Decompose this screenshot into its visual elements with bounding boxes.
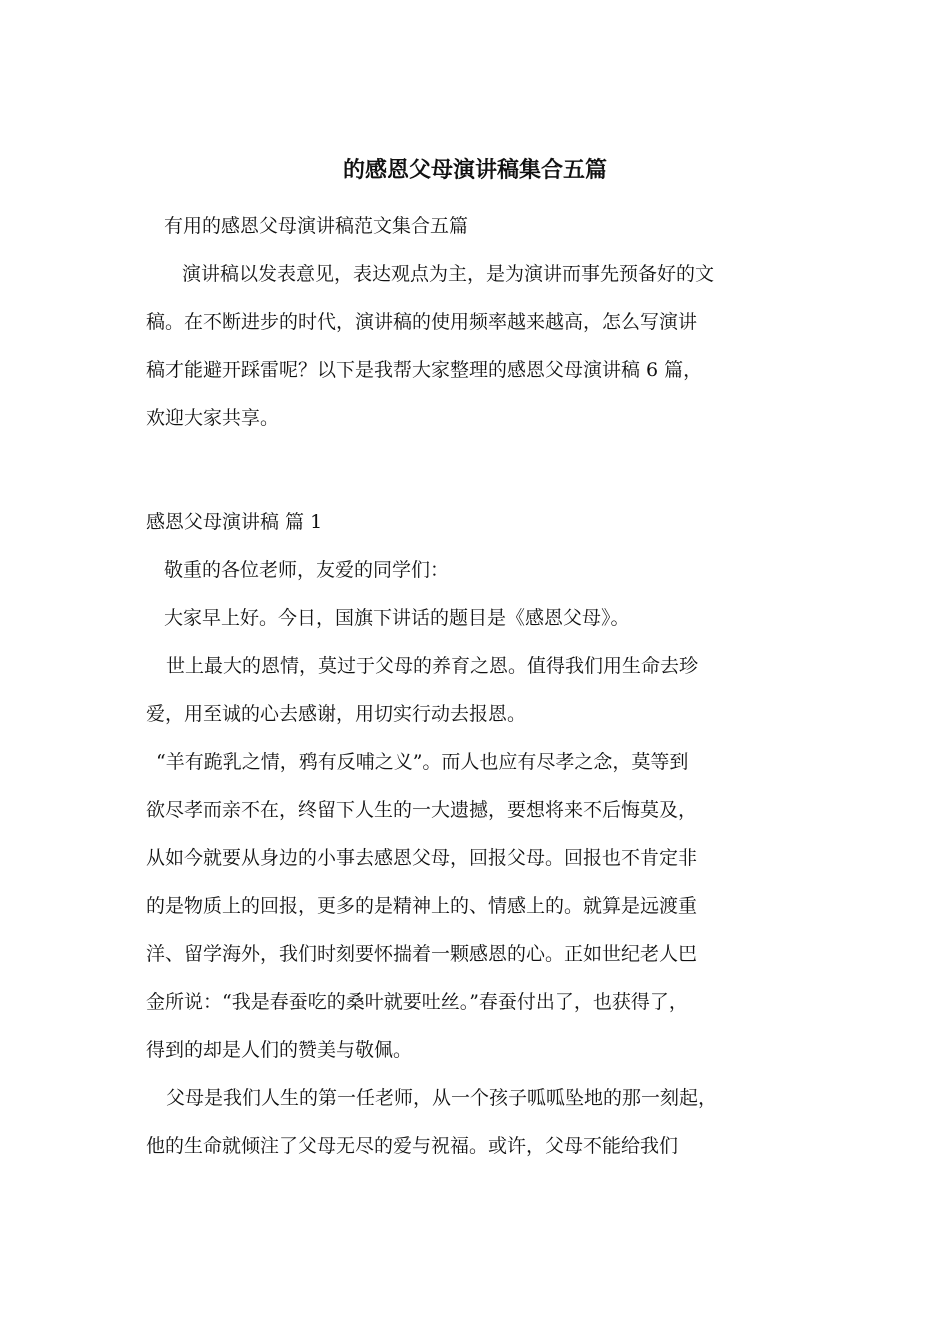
document-title: 的感恩父母演讲稿集合五篇	[342, 157, 607, 183]
body-line-10: 父母是我们人生的第一任老师，从一个孩子呱呱坠地的那一刻起，	[166, 1087, 718, 1109]
greeting-line: 敬重的各位老师，友爱的同学们：	[164, 559, 450, 581]
body-line-4: 欲尽孝而亲不在，终留下人生的一大遗撼，要想将来不后悔莫及，	[146, 799, 698, 821]
body-line-2: 爱，用至诚的心去感谢，用切实行动去报恩。	[146, 703, 527, 725]
intro-line-2: 稿。在不断进步的时代，演讲稿的使用频率越来越高，怎么写演讲	[146, 311, 698, 333]
body-line-3: “羊有跪乳之情，鸦有反哺之义”。而人也应有尽孝之念，莫等到	[156, 751, 689, 773]
body-line-8: 金所说：“我是春蚕吃的桑叶就要吐丝。”春蚕付出了，也获得了，	[146, 991, 688, 1013]
intro-line-3: 稿才能避开踩雷呢？以下是我帮大家整理的感恩父母演讲稿 6 篇，	[146, 359, 703, 381]
subtitle-line: 有用的感恩父母演讲稿范文集合五篇	[164, 215, 469, 237]
section-heading: 感恩父母演讲稿 篇 1	[146, 511, 323, 533]
intro-line-1: 演讲稿以发表意见，表达观点为主，是为演讲而事先预备好的文	[182, 263, 715, 285]
intro-line-4: 欢迎大家共享。	[146, 407, 280, 429]
body-line-1: 世上最大的恩情，莫过于父母的养育之恩。值得我们用生命去珍	[166, 655, 699, 677]
body-line-5: 从如今就要从身边的小事去感恩父母，回报父母。回报也不肯定非	[146, 847, 698, 869]
body-line-11: 他的生命就倾注了父母无尽的爱与祝福。或许，父母不能给我们	[146, 1135, 679, 1157]
body-line-9: 得到的却是人们的赞美与敬佩。	[146, 1039, 413, 1061]
body-line-7: 洋、留学海外，我们时刻要怀揣着一颗感恩的心。正如世纪老人巴	[146, 943, 698, 965]
opening-line: 大家早上好。今日，国旗下讲话的题目是《感恩父母》。	[164, 607, 630, 629]
body-line-6: 的是物质上的回报，更多的是精神上的、情感上的。就算是远渡重	[146, 895, 698, 917]
